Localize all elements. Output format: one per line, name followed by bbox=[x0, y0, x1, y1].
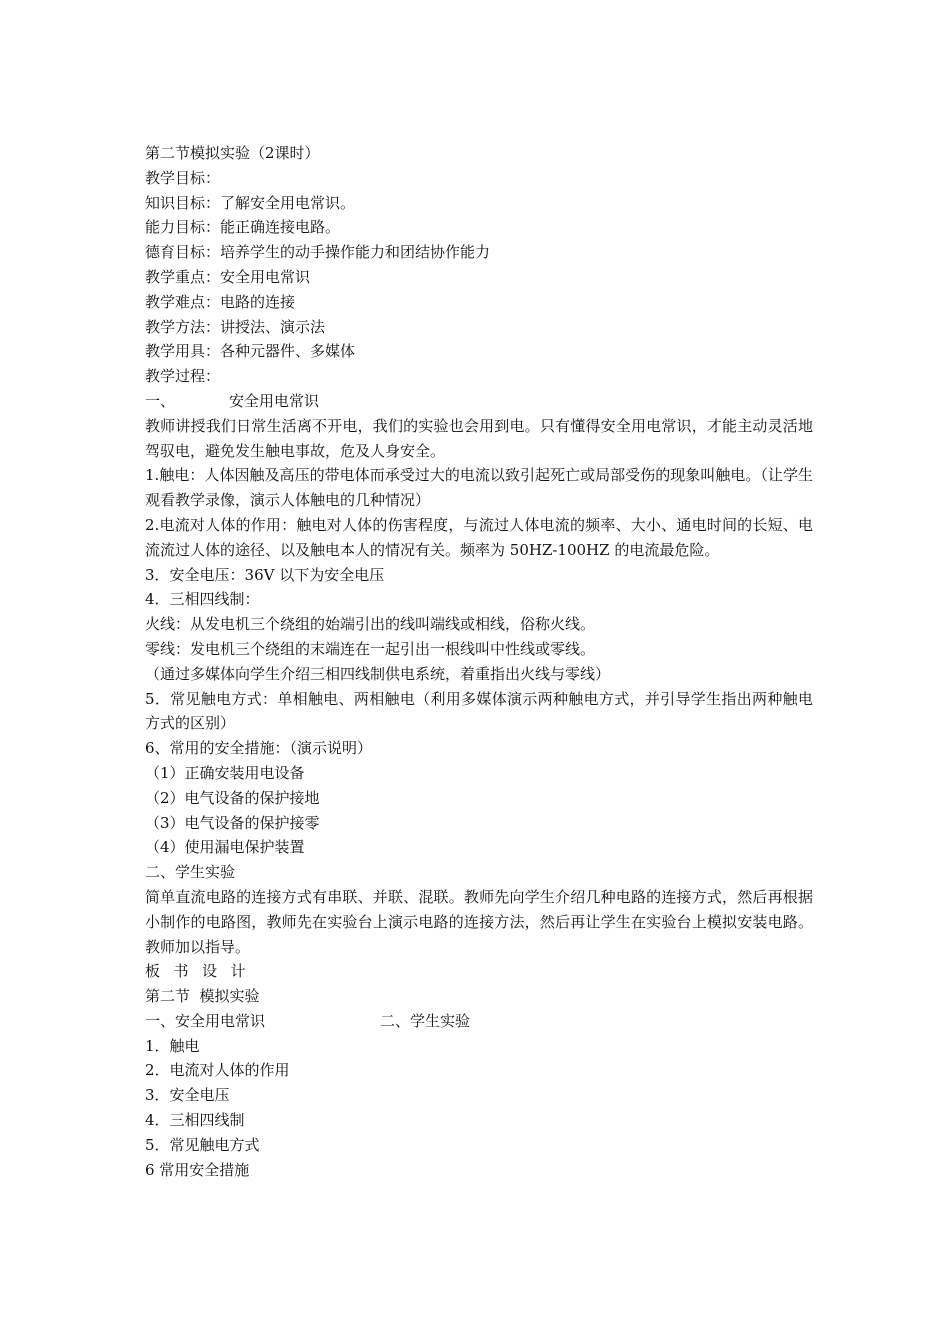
board-col2-heading: 二、学生实验 bbox=[380, 1011, 471, 1030]
board-item: 1．触电 bbox=[145, 1036, 200, 1055]
live-wire-definition: 火线：从发电机三个绕组的始端引出的线叫端线或相线，俗称火线。 bbox=[145, 615, 596, 634]
board-columns bbox=[145, 1009, 813, 1034]
item-electric-shock: 1.触电：人体因触及高压的带电体而承受过大的电流以致引起死亡或局部受伤的现象叫触电。（让学生观看教学录像，演示人体触电的几种情况） bbox=[145, 466, 813, 510]
key-point: 教学重点：安全用电常识 bbox=[145, 267, 311, 286]
board-design-heading: 板书设计 bbox=[145, 962, 260, 981]
moral-goal: 德育目标：培养学生的动手操作能力和团结协作能力 bbox=[145, 243, 491, 262]
experiment-paragraph: 简单直流电路的连接方式有串联、并联、混联。教师先向学生介绍几种电路的连接方式，然后再根据小制作的电路图，教师先在实验台上演示电路的连接方法，然后再让学生在实验台上模拟安装电路。教师加以指导。 bbox=[145, 887, 813, 956]
process-heading: 教学过程： bbox=[145, 367, 221, 386]
objectives-heading: 教学目标： bbox=[145, 168, 221, 187]
measure-item: （3）电气设备的保护接零 bbox=[145, 813, 320, 832]
board-item: 2．电流对人体的作用 bbox=[145, 1061, 290, 1080]
board-col1-heading: 一、安全用电常识 bbox=[145, 1011, 266, 1030]
board-item: 5．常见触电方式 bbox=[145, 1135, 260, 1154]
document-title: 第二节模拟实验（2课时） bbox=[145, 144, 320, 162]
item-safe-voltage: 3．安全电压：36V 以下为安全电压 bbox=[145, 565, 385, 584]
item-safety-measures: 6、常用的安全措施：（演示说明） bbox=[145, 739, 373, 758]
item-three-phase: 4．三相四线制： bbox=[145, 590, 260, 609]
item-shock-types: 5．常见触电方式：单相触电、两相触电（利用多媒体演示两种触电方式，并引导学生指出两种触电方式的区别） bbox=[145, 689, 813, 733]
lesson-plan-document bbox=[145, 141, 813, 1182]
section-1-heading bbox=[145, 389, 813, 414]
knowledge-goal: 知识目标：了解安全用电常识。 bbox=[145, 193, 356, 212]
neutral-wire-definition: 零线：发电机三个绕组的末端连在一起引出一根线叫中性线或零线。 bbox=[145, 639, 596, 658]
section-2-heading: 二、学生实验 bbox=[145, 863, 236, 882]
board-item: 4．三相四线制 bbox=[145, 1111, 245, 1130]
teaching-tools: 教学用具：各种元器件、多媒体 bbox=[145, 342, 356, 361]
board-item: 6 常用安全措施 bbox=[145, 1160, 250, 1179]
teaching-method: 教学方法：讲授法、演示法 bbox=[145, 317, 326, 336]
section-1-title: 安全用电常识 bbox=[229, 391, 320, 410]
section-1-number: 一、 bbox=[145, 391, 176, 410]
difficulty: 教学难点：电路的连接 bbox=[145, 292, 296, 311]
ability-goal: 能力目标：能正确连接电路。 bbox=[145, 218, 341, 237]
item-current-effect: 2.电流对人体的作用：触电对人体的伤害程度，与流过人体电流的频率、大小、通电时间的长短、电流流过人体的途径、以及触电本人的情况有关。频率为 50HZ-100HZ 的电流最危险。 bbox=[145, 515, 813, 559]
multimedia-note: （通过多媒体向学生介绍三相四线制供电系统，着重指出火线与零线） bbox=[145, 664, 611, 683]
measure-item: （4）使用漏电保护装置 bbox=[145, 838, 305, 857]
measure-item: （1）正确安装用电设备 bbox=[145, 763, 305, 782]
intro-paragraph: 教师讲授我们日常生活离不开电，我们的实验也会用到电。只有懂得安全用电常识，才能主动灵活地驾驭电，避免发生触电事故，危及人身安全。 bbox=[145, 416, 813, 460]
board-item: 3．安全电压 bbox=[145, 1086, 230, 1105]
measure-item: （2）电气设备的保护接地 bbox=[145, 788, 320, 807]
board-title: 第二节 模拟实验 bbox=[145, 987, 260, 1006]
